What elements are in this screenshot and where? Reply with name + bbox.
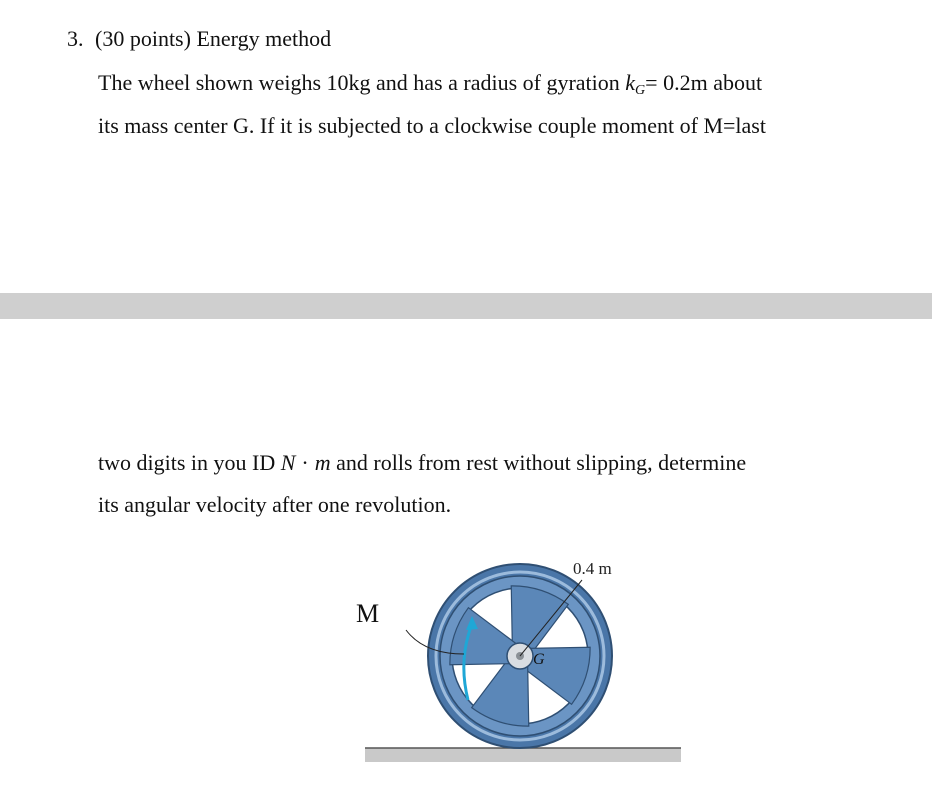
kg-subscript: G	[635, 83, 646, 98]
wheel-figure	[340, 550, 690, 775]
line-1-text: The wheel shown weighs 10kg and has a radius of gyration	[98, 70, 626, 95]
moment-label: M	[356, 599, 380, 628]
page-separator-band	[0, 293, 932, 319]
problem-line-1	[98, 72, 762, 98]
line-3-suffix: and rolls from rest without slipping, determine	[330, 450, 747, 475]
unit-dot: ·	[301, 450, 309, 475]
problem-line-4: its angular velocity after one revolution.	[98, 492, 452, 517]
problem-line-2: its mass center G. If it is subjected to a clockwise couple moment of M=last	[98, 113, 766, 138]
problem-line-3	[98, 452, 746, 474]
kg-symbol: k	[625, 70, 636, 95]
unit-newton: N	[280, 450, 296, 475]
problem-points: (30 points)	[95, 26, 191, 51]
line-1-suffix: = 0.2m about	[645, 70, 763, 95]
problem-number: 3.	[67, 26, 84, 51]
ground-surface	[365, 748, 681, 762]
problem-topic: Energy method	[196, 26, 332, 51]
problem-heading	[67, 28, 331, 50]
radius-label: 0.4 m	[573, 559, 612, 578]
unit-meter: m	[314, 450, 331, 475]
line-3-text: two digits in you ID	[98, 450, 281, 475]
center-label: G	[533, 651, 545, 668]
